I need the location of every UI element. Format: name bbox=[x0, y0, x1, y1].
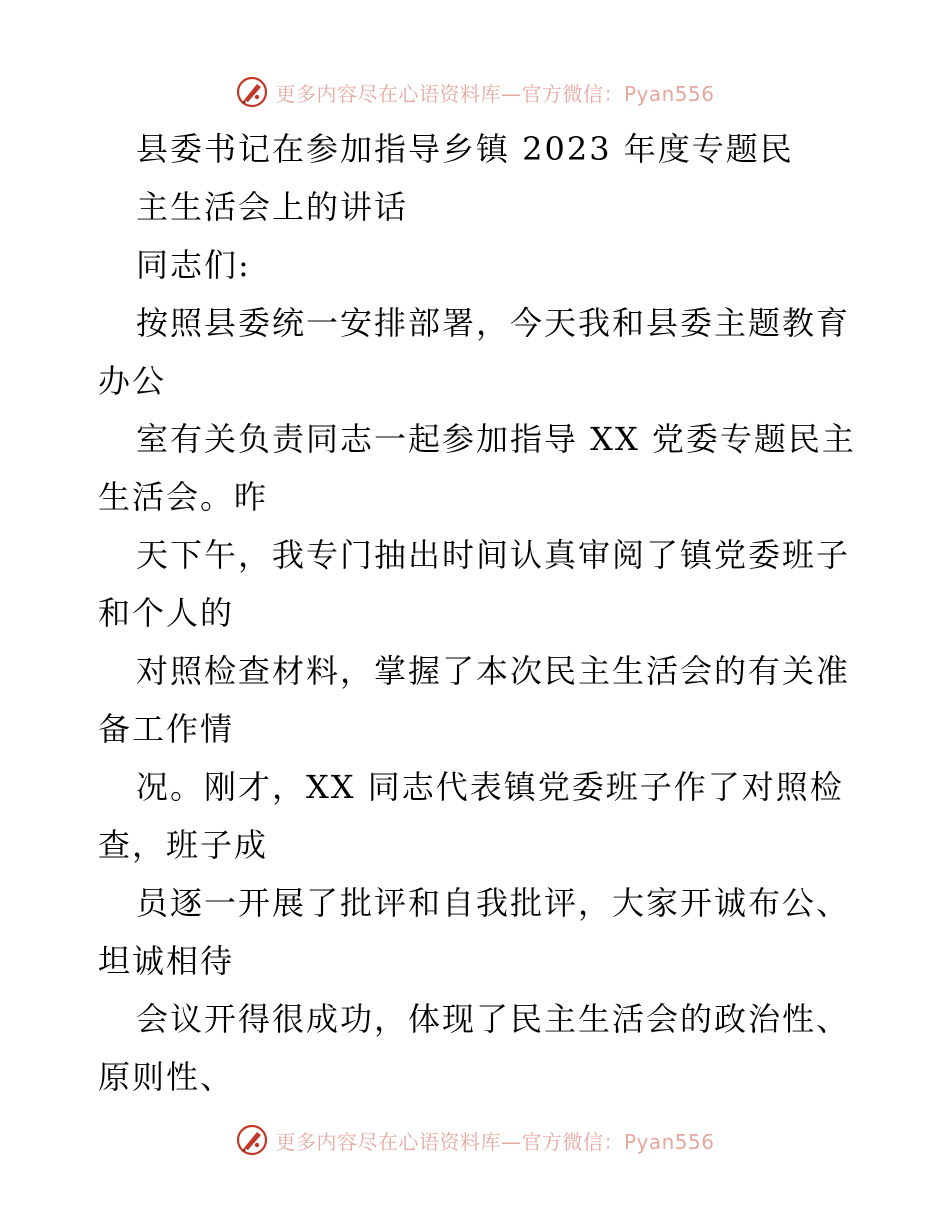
paragraph-line: 办公 bbox=[98, 362, 167, 400]
paragraph-line: 备工作情 bbox=[98, 710, 235, 748]
paragraph-line: 会议开得很成功，体现了民主生活会的政治性、 bbox=[136, 1000, 851, 1038]
header-watermark bbox=[0, 72, 950, 112]
paragraph-line: 生活会。昨 bbox=[98, 478, 269, 516]
paragraph-line: 对照检查材料，掌握了本次民主生活会的有关准 bbox=[136, 652, 851, 690]
title-line-1: 县委书记在参加指导乡镇 2023 年度专题民 bbox=[136, 130, 794, 168]
footer-watermark bbox=[0, 1120, 950, 1160]
paragraph-line: 查，班子成 bbox=[98, 826, 269, 864]
watermark-text: 更多内容尽在心语资料库—官方微信：Pyan556 bbox=[275, 1129, 715, 1154]
paragraph-line: 原则性、 bbox=[98, 1058, 235, 1096]
paragraph-line: 天下午，我专门抽出时间认真审阅了镇党委班子 bbox=[136, 536, 851, 574]
paragraph-line: 按照县委统一安排部署，今天我和县委主题教育 bbox=[136, 304, 851, 342]
paragraph-line: 和个人的 bbox=[98, 594, 235, 632]
paragraph-line: 员逐一开展了批评和自我批评，大家开诚布公、 bbox=[136, 884, 851, 922]
document-body bbox=[98, 120, 858, 1106]
quill-logo-icon bbox=[235, 75, 269, 109]
paragraph-line: 坦诚相待 bbox=[98, 942, 235, 980]
title-line-2: 主生活会上的讲话 bbox=[136, 188, 409, 226]
paragraph-line: 室有关负责同志一起参加指导 XX 党委专题民主 bbox=[136, 420, 856, 458]
watermark-text: 更多内容尽在心语资料库—官方微信：Pyan556 bbox=[275, 81, 715, 106]
salutation: 同志们: bbox=[136, 246, 251, 284]
paragraph-line: 况。刚才，XX 同志代表镇党委班子作了对照检 bbox=[136, 768, 844, 806]
quill-logo-icon bbox=[235, 1123, 269, 1157]
